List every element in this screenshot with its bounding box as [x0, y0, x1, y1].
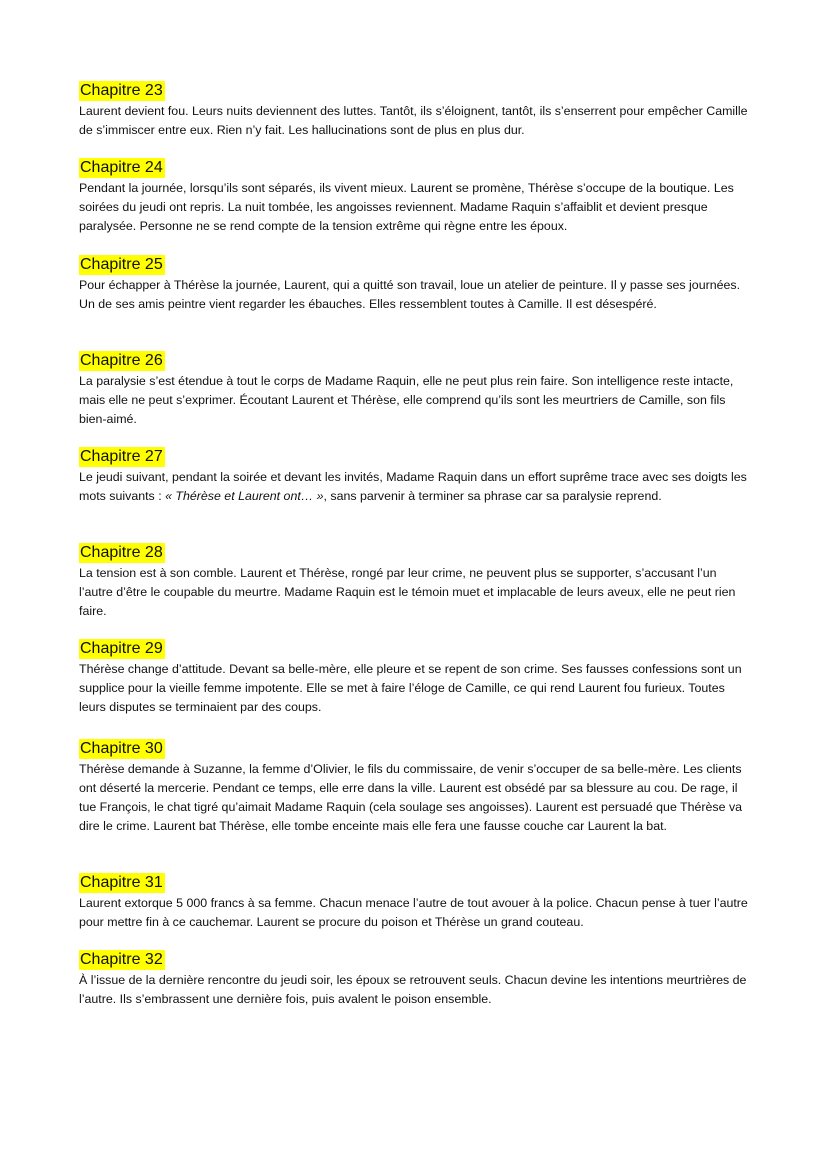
chapter-title: Chapitre 27: [80, 448, 163, 465]
chapter-26: [79, 351, 751, 429]
chapter-body: La tension est à son comble. Laurent et Thérèse, rongé par leur crime, ne peuvent plus se supporter, s’accusant l’un l’autre d’être le coupable du meurtre. Madame Raquin est le témoin muet et implacable de leurs aveux, elle ne peut rien faire.: [79, 566, 736, 618]
chapter-body-text: , sans parvenir à terminer sa phrase car sa paralysie reprend.: [323, 489, 662, 503]
chapter-title: Chapitre 32: [80, 951, 163, 968]
chapter-28: [79, 543, 751, 621]
chapter-title: Chapitre 31: [80, 874, 163, 891]
chapter-31: [79, 873, 751, 932]
chapter-body: Thérèse demande à Suzanne, la femme d’Olivier, le fils du commissaire, de venir s’occuper de sa belle-mère. Les clients ont déserté la mercerie. Pendant ce temps, elle erre dans la ville. Laurent est obsédé par sa blessure au cou. De rage, il tue François, le chat tigré qu’aimait Madame Raquin (cela soulage ses angoisses). Laurent est persuadé que Thérèse va dire le crime. Laurent bat Thérèse, elle tombe enceinte mais elle fera une fausse couche car Laurent la bat.: [79, 762, 743, 833]
chapter-body: La paralysie s’est étendue à tout le corps de Madame Raquin, elle ne peut plus rein faire. Son intelligence reste intacte, mais elle ne peut s’exprimer. Écoutant Laurent et Thérèse, elle comprend qu’ils sont les meurtriers de Camille, son fils bien-aimé.: [79, 374, 734, 426]
chapter-body: Laurent devient fou. Leurs nuits deviennent des luttes. Tantôt, ils s’éloignent, tantôt, ils s’enserrent pour empêcher Camille de s’immiscer entre eux. Rien n’y fait. Les hallucinations sont de plus en plus dur.: [79, 104, 748, 137]
chapter-body: Pendant la journée, lorsqu’ils sont séparés, ils vivent mieux. Laurent se promène, Thérèse s’occupe de la boutique. Les soirées du jeudi ont repris. La nuit tombée, les angoisses reviennent. Madame Raquin s’affaiblit et devient presque paralysée. Personne ne se rend compte de la tension extrême qui règne entre les époux.: [79, 181, 734, 233]
chapter-body: Laurent extorque 5 000 francs à sa femme. Chacun menace l’autre de tout avouer à la police. Chacun pense à tuer l’autre pour mettre fin à ce cauchemar. Laurent se procure du poison et Thérèse un grand couteau.: [79, 896, 748, 929]
chapter-title: Chapitre 29: [80, 640, 163, 657]
chapter-body-text: Le jeudi suivant, pendant la soirée et devant les invités, Madame Raquin dans un effort suprême trace avec ses doigts les mots suivants :: [79, 470, 747, 503]
chapter-title: Chapitre 23: [80, 82, 163, 99]
chapter-body-quote: « Thérèse et Laurent ont… »: [165, 489, 324, 503]
chapter-title: Chapitre 30: [80, 740, 163, 757]
chapter-body: Pour échapper à Thérèse la journée, Laurent, qui a quitté son travail, loue un atelier de peinture. Il y passe ses journées. Un de ses amis peintre vient regarder les ébauches. Elles ressemblent toutes à Camille. Il est désespéré.: [79, 278, 741, 311]
chapter-27: [79, 447, 751, 506]
chapter-32: [79, 950, 751, 1009]
chapter-body: Thérèse change d’attitude. Devant sa belle-mère, elle pleure et se repent de son crime. Ses fausses confessions sont un supplice pour la vieille femme impotente. Elle se met à faire l’éloge de Camille, ce qui rend Laurent fou furieux. Toutes leurs disputes se terminaient par des coups.: [79, 662, 742, 714]
chapter-body: [79, 468, 751, 506]
chapter-body: À l’issue de la dernière rencontre du jeudi soir, les époux se retrouvent seuls. Chacun devine les intentions meurtrières de l’autre. Ils s’embrassent une dernière fois, puis avalent le poison ensemble.: [79, 973, 747, 1006]
chapter-24: [79, 158, 751, 236]
chapter-29: [79, 639, 751, 717]
chapter-25: [79, 255, 751, 314]
chapter-title: Chapitre 26: [80, 352, 163, 369]
chapter-title: Chapitre 28: [80, 544, 163, 561]
chapter-title: Chapitre 24: [80, 159, 163, 176]
chapter-23: [79, 81, 751, 140]
chapter-title: Chapitre 25: [80, 256, 163, 273]
chapter-30: [79, 739, 751, 836]
